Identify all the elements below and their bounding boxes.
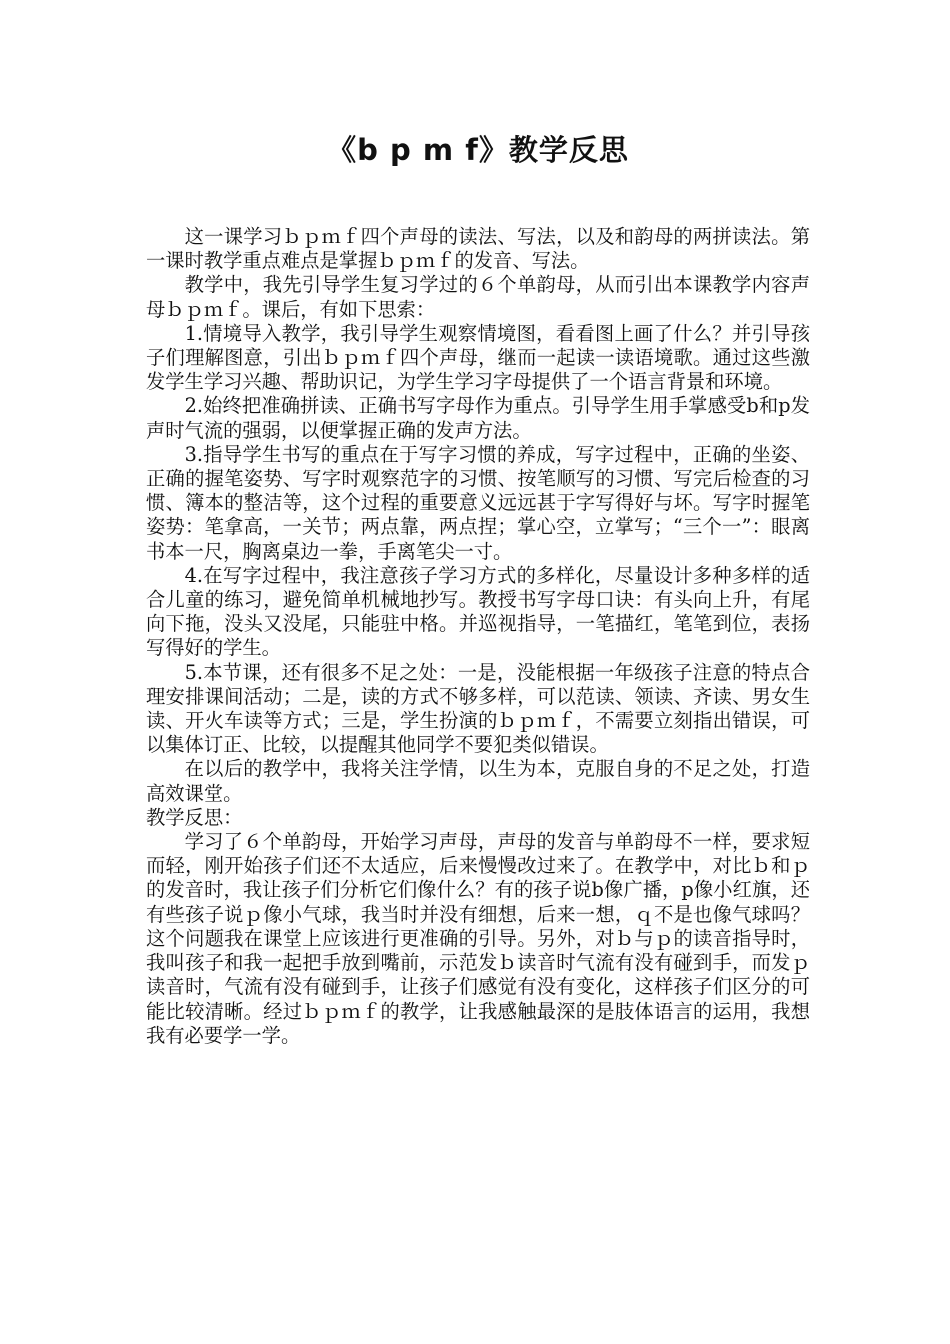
paragraph-point-5: 5.本节课，还有很多不足之处：一是，没能根据一年级孩子注意的特点合理安排课间活动；二是，读的方式不够多样，可以范读、领读、齐读、男女生读、开火车读等方式；三是，学生扮演的ｂｐｍｆ，不需要立刻指出错误，可以集体订正、比较，以提醒其他同学不要犯类似错误。 [146,660,810,757]
paragraph-point-4: 4.在写字过程中，我注意孩子学习方式的多样化，尽量设计多种多样的适合儿童的练习，避免简单机械地抄写。教授书写字母口诀：有头向上升，有尾向下拖，没头又没尾，只能驻中格。并巡视指导，一笔描红，笔笔到位，表扬写得好的学生。 [146,563,810,660]
paragraph-point-2: 2.始终把准确拼读、正确书写字母作为重点。引导学生用手掌感受b和p发声时气流的强弱，以便掌握正确的发声方法。 [146,394,810,442]
section-heading-reflection: 教学反思： [146,805,243,829]
paragraph-point-1: 1.情境导入教学，我引导学生观察情境图，看看图上画了什么？并引导孩子们理解图意，引出ｂｐｍｆ四个声母，继而一起读一读语境歌。通过这些激发学生学习兴趣、帮助识记，为学生学习字母提供了一个语言背景和环境。 [146,321,810,394]
paragraph-point-3: 3.指导学生书写的重点在于写字习惯的养成，写字过程中，正确的坐姿、正确的握笔姿势、写字时观察范字的习惯、按笔顺写的习惯、写完后检查的习惯、簿本的整洁等，这个过程的重要意义远远甚于字写得好与坏。写字时握笔姿势：笔拿高，一关节；两点靠，两点捏；掌心空，立掌写；“三个一”：眼离书本一尺，胸离桌边一拳，手离笔尖一寸。 [146,442,810,563]
paragraph-intro: 这一课学习ｂｐｍｆ四个声母的读法、写法，以及和韵母的两拼读法。第一课时教学重点难点是掌握ｂｐｍｆ的发音、写法。 [146,225,810,273]
document-body [146,225,810,1048]
paragraph-reflection: 学习了６个单韵母，开始学习声母，声母的发音与单韵母不一样，要求短而轻，刚开始孩子们还不太适应，后来慢慢改过来了。在教学中，对比ｂ和ｐ的发音时，我让孩子们分析它们像什么？有的孩子说b像广播，p像小红旗，还有些孩子说ｐ像小气球，我当时并没有细想，后来一想，ｑ不是也像气球吗？这个问题我在课堂上应该进行更准确的引导。另外，对ｂ与ｐ的读音指导时，我叫孩子和我一起把手放到嘴前，示范发ｂ读音时气流有没有碰到手，而发ｐ读音时，气流有没有碰到手，让孩子们感觉有没有变化，这样孩子们区分的可能比较清晰。经过ｂｐｍｆ的教学，让我感触最深的是肢体语言的运用，我想我有必要学一学。 [146,830,810,1047]
document-title: 《b p m f》教学反思 [327,133,629,167]
paragraph-teaching: 教学中，我先引导学生复习学过的６个单韵母，从而引出本课教学内容声母ｂｐｍｆ。课后，有如下思索： [146,273,810,321]
paragraph-conclusion: 在以后的教学中，我将关注学情，以生为本，克服自身的不足之处，打造高效课堂。 [146,757,810,805]
